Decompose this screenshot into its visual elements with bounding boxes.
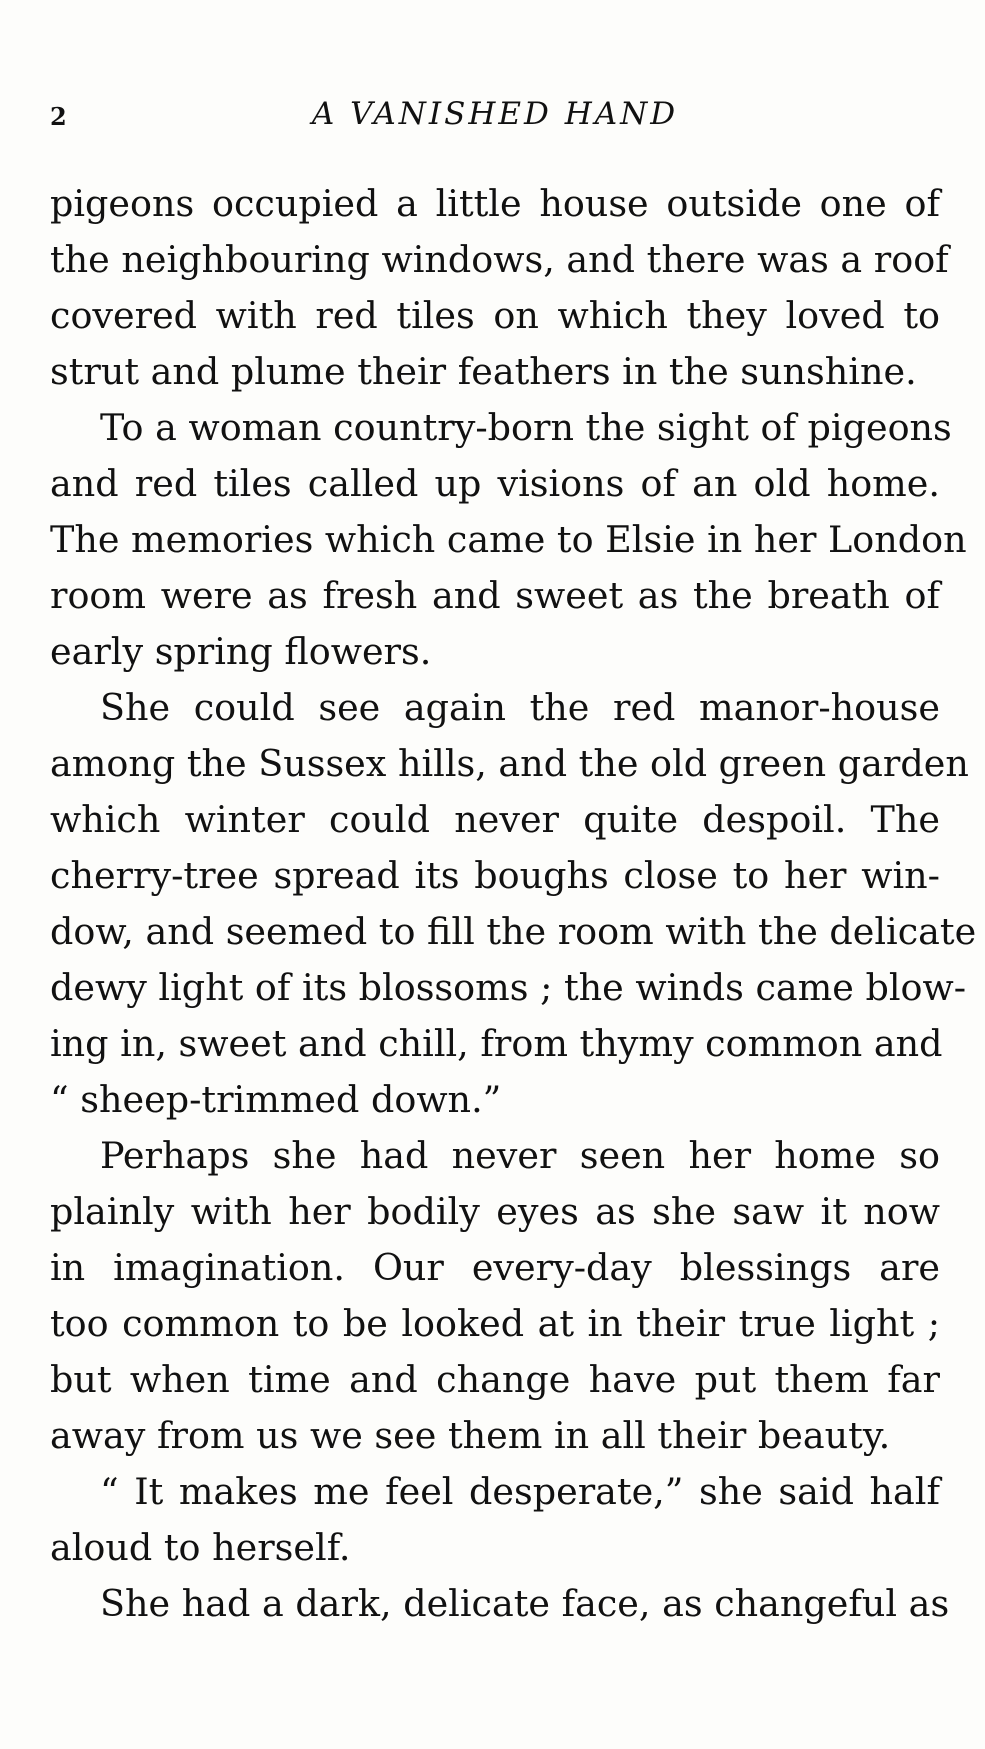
- text-line: Perhaps she had never seen her home so: [100, 1134, 940, 1177]
- text-line: aloud to herself.: [50, 1526, 351, 1569]
- text-line: the neighbouring windows, and there was a roof: [50, 238, 949, 281]
- text-line: To a woman country-born the sight of pigeons: [100, 406, 952, 449]
- text-line: strut and plume their feathers in the sunshine.: [50, 350, 917, 393]
- text-line: room were as fresh and sweet as the breath of: [50, 574, 940, 617]
- running-title: A VANISHED HAND: [311, 96, 679, 132]
- body-text: [50, 176, 977, 1632]
- text-line: She could see again the red manor-house: [100, 686, 940, 729]
- text-line: away from us we see them in all their beauty.: [50, 1414, 891, 1457]
- text-line: “ It makes me feel desperate,” she said half: [100, 1470, 940, 1513]
- paragraph: [50, 176, 949, 400]
- text-line: covered with red tiles on which they loved to: [50, 294, 940, 337]
- text-line: plainly with her bodily eyes as she saw it now: [50, 1190, 940, 1233]
- text-line: dewy light of its blossoms ; the winds came blow-: [50, 966, 967, 1009]
- paragraph: [50, 1576, 950, 1632]
- paragraph: [50, 1128, 940, 1464]
- text-line: ing in, sweet and chill, from thymy common and: [50, 1022, 943, 1065]
- text-line: which winter could never quite despoil. The: [50, 798, 940, 841]
- text-line: dow, and seemed to fill the room with the delicate: [50, 910, 977, 953]
- text-line: The memories which came to Elsie in her London: [50, 518, 967, 561]
- text-line: in imagination. Our every-day blessings are: [50, 1246, 940, 1289]
- page-header: [50, 96, 940, 140]
- paragraph: [50, 680, 977, 1128]
- text-line: cherry-tree spread its boughs close to her win-: [50, 854, 940, 897]
- text-line: too common to be looked at in their true light ;: [50, 1302, 940, 1345]
- paragraph: [50, 1464, 940, 1576]
- text-line: among the Sussex hills, and the old green garden: [50, 742, 969, 785]
- text-line: and red tiles called up visions of an old home.: [50, 462, 940, 505]
- paragraph: [50, 400, 967, 680]
- page-number: 2: [50, 102, 67, 131]
- text-line: “ sheep-trimmed down.”: [50, 1078, 502, 1121]
- text-line: pigeons occupied a little house outside one of: [50, 182, 940, 225]
- text-line: She had a dark, delicate face, as changeful as: [100, 1582, 950, 1625]
- text-line: but when time and change have put them far: [50, 1358, 940, 1401]
- text-line: early spring flowers.: [50, 630, 432, 673]
